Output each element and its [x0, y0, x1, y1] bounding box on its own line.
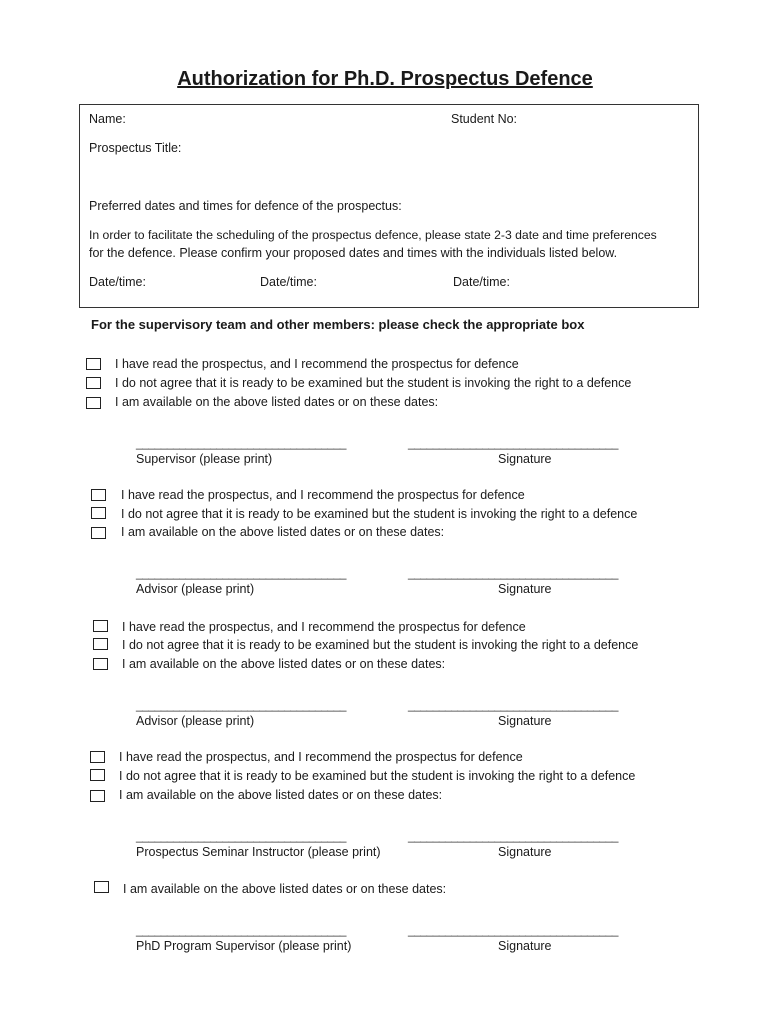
- option-label: I have read the prospectus, and I recommend the prospectus for defence: [119, 750, 523, 764]
- section-heading: For the supervisory team and other members: please check the appropriate box: [91, 317, 585, 332]
- role-label: Advisor (please print): [136, 582, 255, 596]
- not-ready-checkbox[interactable]: [90, 769, 105, 781]
- role-label: Advisor (please print): [136, 714, 255, 728]
- option-label: I have read the prospectus, and I recommend the prospectus for defence: [121, 488, 525, 502]
- preferred-dates-label: Preferred dates and times for defence of the prospectus:: [89, 199, 402, 213]
- signature-label: Signature: [498, 582, 552, 596]
- option-label: I do not agree that it is ready to be examined but the student is invoking the right to a defence: [122, 638, 639, 652]
- option-label: I am available on the above listed dates or on these dates:: [115, 395, 439, 409]
- student-no-label: Student No:: [451, 112, 518, 126]
- recommend-checkbox[interactable]: [93, 620, 108, 632]
- role-label: Prospectus Seminar Instructor (please print): [136, 845, 381, 859]
- signature-line[interactable]: __________________________________: [408, 566, 618, 580]
- option-label: I have read the prospectus, and I recommend the prospectus for defence: [115, 357, 519, 371]
- option-label: I am available on the above listed dates or on these dates:: [119, 788, 443, 802]
- print-name-line[interactable]: __________________________________: [136, 566, 346, 580]
- not-ready-checkbox[interactable]: [93, 638, 108, 650]
- instructions-line-1: In order to facilitate the scheduling of the prospectus defence, please state 2-3 date and time preferences: [89, 228, 657, 242]
- role-label: PhD Program Supervisor (please print): [136, 939, 352, 953]
- option-label: I do not agree that it is ready to be examined but the student is invoking the right to a defence: [115, 376, 632, 390]
- page-title: Authorization for Ph.D. Prospectus Defence: [177, 68, 593, 90]
- option-label: I do not agree that it is ready to be examined but the student is invoking the right to a defence: [119, 769, 636, 783]
- signature-label: Signature: [498, 939, 552, 953]
- available-checkbox[interactable]: [94, 881, 109, 893]
- print-name-line[interactable]: __________________________________: [136, 436, 346, 450]
- signature-label: Signature: [498, 845, 552, 859]
- signature-label: Signature: [498, 452, 552, 466]
- print-name-line[interactable]: __________________________________: [136, 698, 346, 712]
- prospectus-title-label: Prospectus Title:: [89, 141, 182, 155]
- role-label: Supervisor (please print): [136, 452, 273, 466]
- datetime-label-2: Date/time:: [260, 275, 317, 289]
- instructions-line-2: for the defence. Please confirm your proposed dates and times with the individuals listed below.: [89, 246, 618, 260]
- signature-line[interactable]: __________________________________: [408, 923, 618, 937]
- available-checkbox[interactable]: [90, 790, 105, 802]
- signature-line[interactable]: __________________________________: [408, 698, 618, 712]
- not-ready-checkbox[interactable]: [91, 507, 106, 519]
- recommend-checkbox[interactable]: [86, 358, 101, 370]
- datetime-label-3: Date/time:: [453, 275, 510, 289]
- recommend-checkbox[interactable]: [90, 751, 105, 763]
- signature-label: Signature: [498, 714, 552, 728]
- not-ready-checkbox[interactable]: [86, 377, 101, 389]
- recommend-checkbox[interactable]: [91, 489, 106, 501]
- available-checkbox[interactable]: [86, 397, 101, 409]
- signature-line[interactable]: __________________________________: [408, 829, 618, 843]
- available-checkbox[interactable]: [93, 658, 108, 670]
- name-label: Name:: [89, 112, 126, 126]
- option-label: I am available on the above listed dates or on these dates:: [121, 525, 445, 539]
- print-name-line[interactable]: __________________________________: [136, 923, 346, 937]
- option-label: I have read the prospectus, and I recommend the prospectus for defence: [122, 620, 526, 634]
- signature-line[interactable]: __________________________________: [408, 436, 618, 450]
- available-checkbox[interactable]: [91, 527, 106, 539]
- option-label: I am available on the above listed dates or on these dates:: [123, 882, 447, 896]
- option-label: I do not agree that it is ready to be examined but the student is invoking the right to a defence: [121, 507, 638, 521]
- print-name-line[interactable]: __________________________________: [136, 829, 346, 843]
- datetime-label-1: Date/time:: [89, 275, 146, 289]
- option-label: I am available on the above listed dates or on these dates:: [122, 657, 446, 671]
